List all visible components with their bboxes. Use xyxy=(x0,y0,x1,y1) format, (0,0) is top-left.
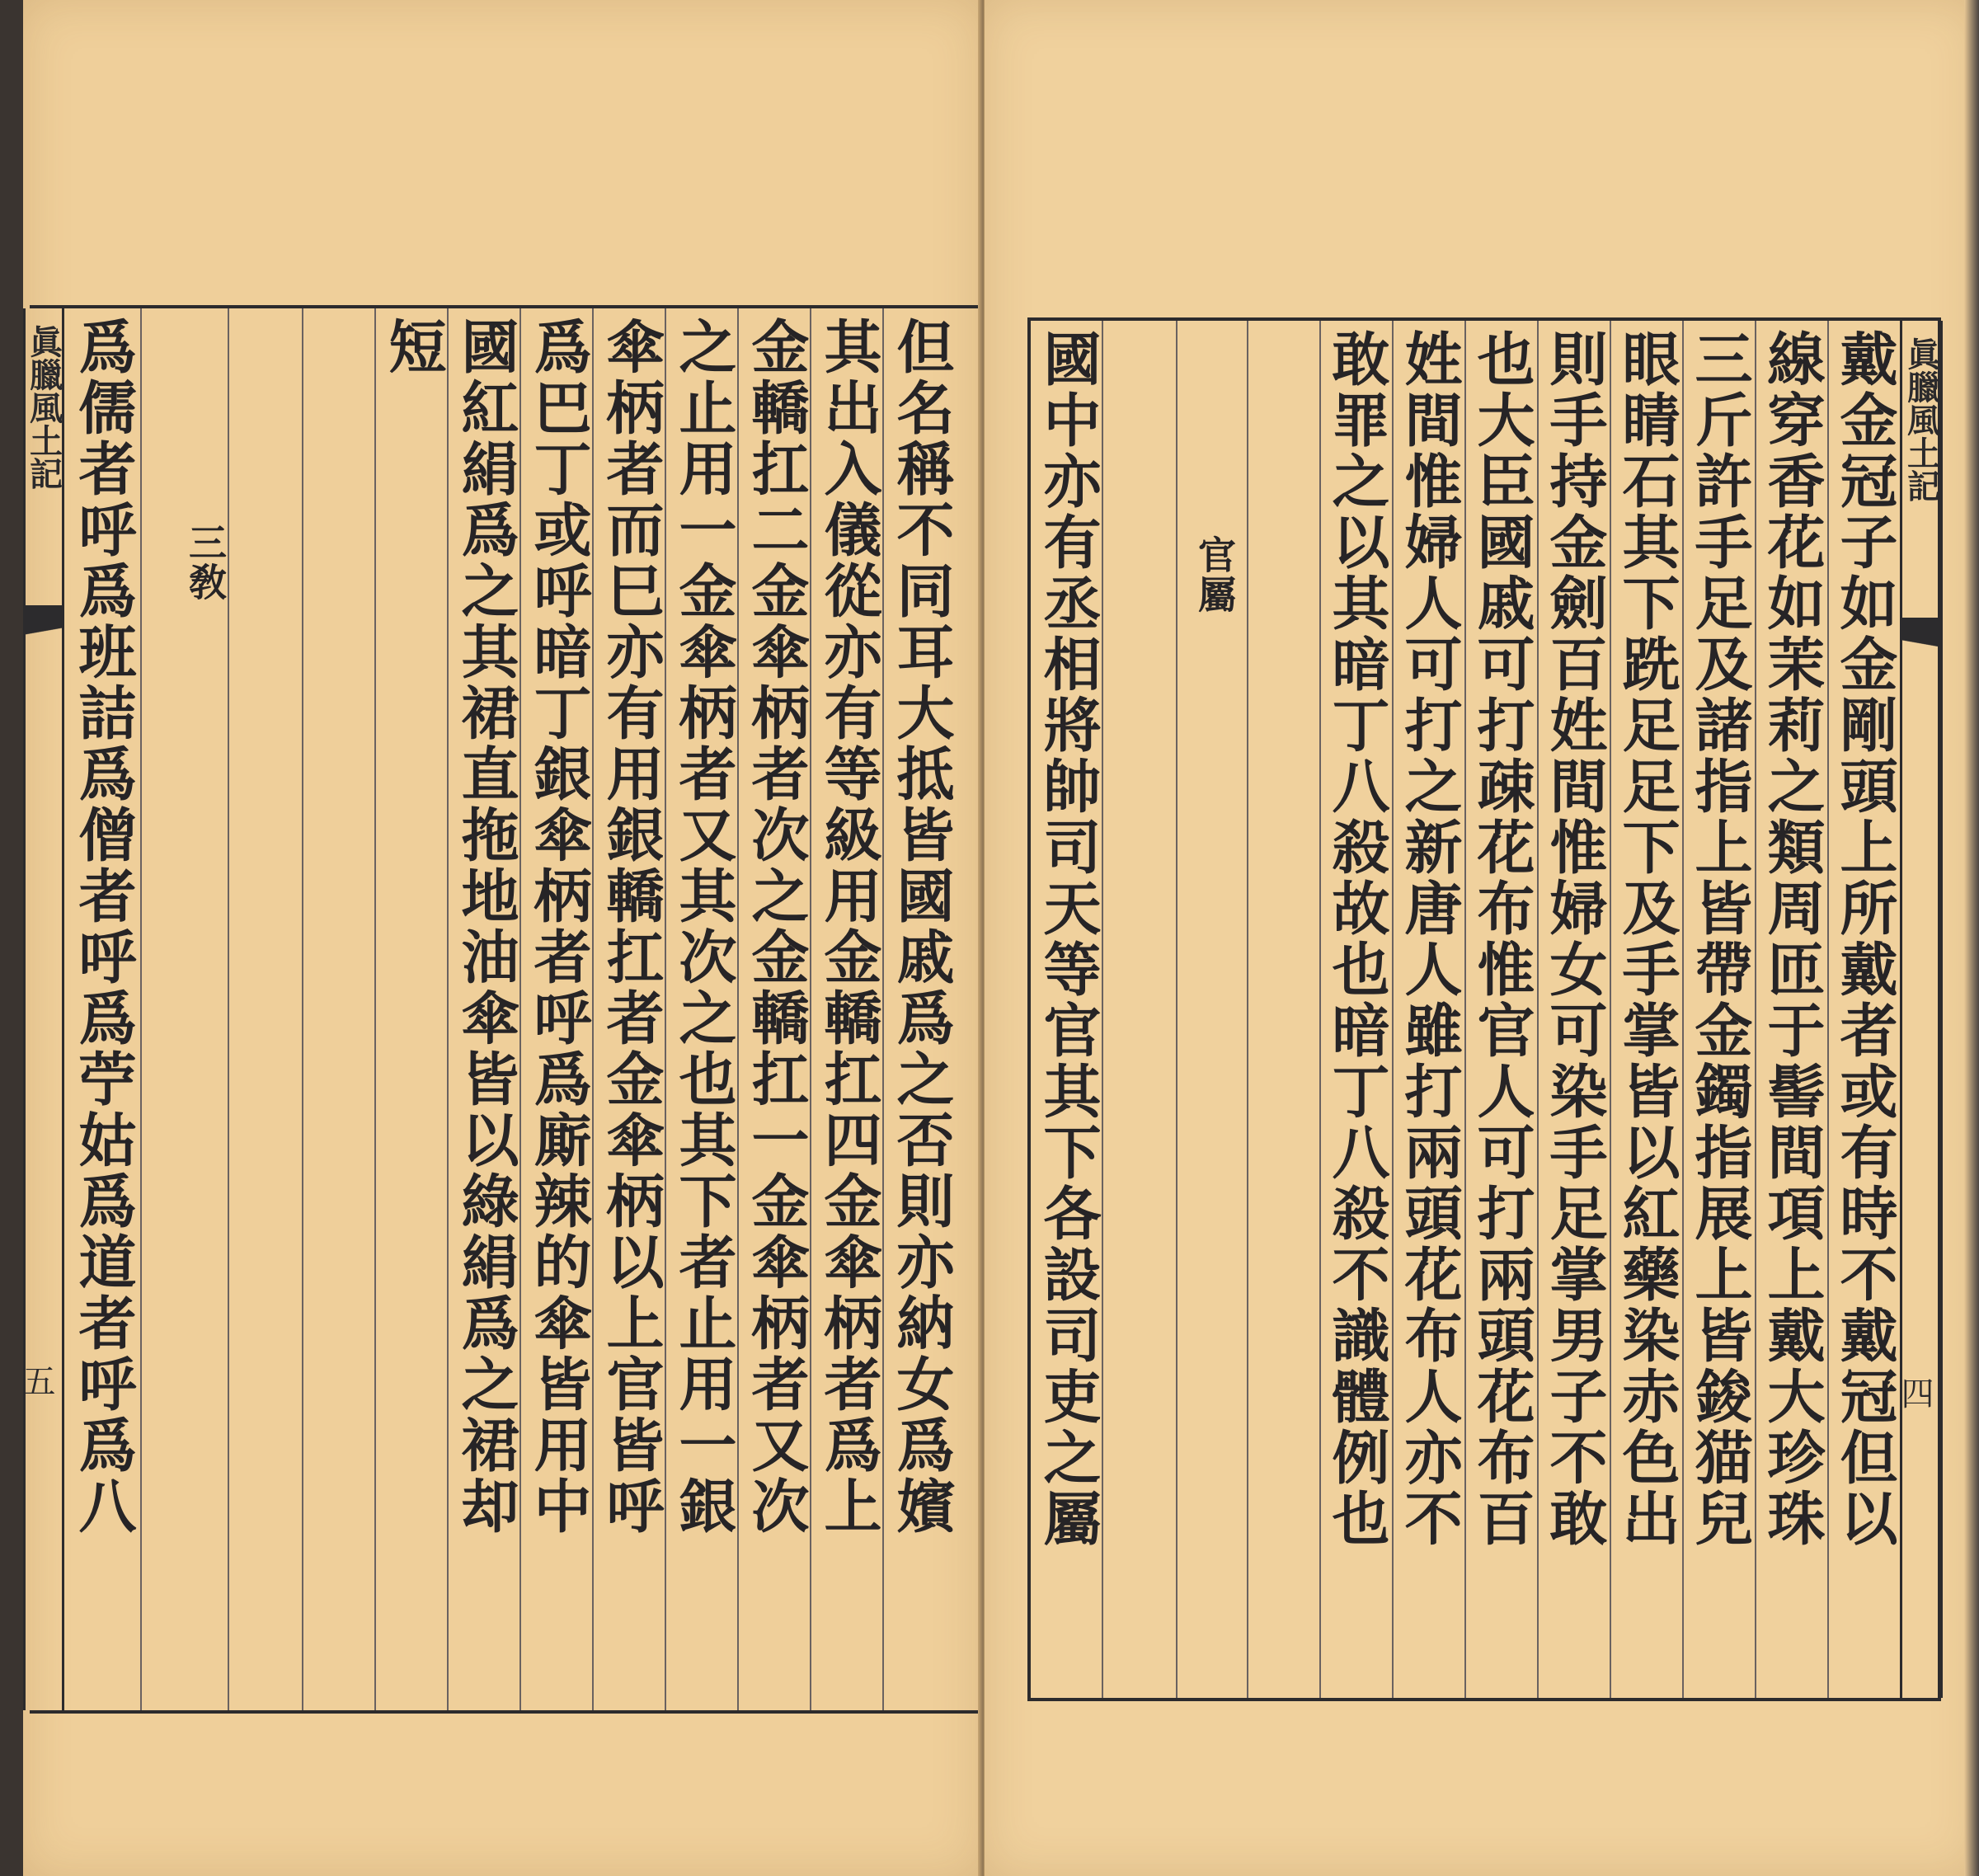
text-column: 也大臣國戚可打疎花布惟官人可打兩頭花布百 xyxy=(1468,329,1536,1549)
column-rule xyxy=(1537,321,1539,1698)
fishtail-mark xyxy=(26,605,62,663)
text-column: 敢罪之以其暗丁八殺故也暗丁八殺不識體例也 xyxy=(1323,329,1391,1549)
column-rule xyxy=(302,308,303,1710)
column-rule xyxy=(374,308,376,1710)
right-leaf-number: 四 xyxy=(1896,1376,1934,1409)
right-banxin xyxy=(1896,321,1943,1698)
text-column: 其出入儀從亦有等級用金轎扛四金傘柄者爲上 xyxy=(815,317,883,1537)
column-rule xyxy=(1610,321,1611,1698)
page-edge xyxy=(1964,0,1979,1876)
text-column: 金轎扛二金傘柄者次之金轎扛一金傘柄者又次 xyxy=(742,317,811,1537)
text-column: 三斤許手足及諸指上皆帶金鐲指展上皆鋑猫兒 xyxy=(1685,329,1754,1549)
text-column: 眼睛石其下跣足足下及手掌皆以紅藥染赤色出 xyxy=(1613,329,1681,1549)
left-page xyxy=(17,0,981,1876)
left-leaf-number: 五 xyxy=(17,1364,55,1397)
text-column: 短 xyxy=(379,317,448,378)
right-banxin-title: 眞臘風土記 xyxy=(1901,337,1941,502)
text-column: 姓間惟婦人可打之新唐人雖打兩頭花布人亦不 xyxy=(1395,329,1464,1549)
column-rule xyxy=(1392,321,1394,1698)
section-heading: 官屬 xyxy=(1192,535,1237,614)
column-rule xyxy=(1247,321,1248,1698)
column-rule xyxy=(228,308,229,1710)
text-column: 國中亦有丞相將帥司天等官其下各設司吏之屬 xyxy=(1034,329,1102,1549)
text-column: 線穿香花如茉莉之類周匝于髻間項上戴大珍珠 xyxy=(1758,329,1826,1549)
text-column: 傘柄者而巳亦有用銀轎扛者金傘柄以上官皆呼 xyxy=(597,317,665,1537)
column-rule xyxy=(1827,321,1829,1698)
column-rule xyxy=(1319,321,1321,1698)
text-column: 則手持金劍百姓間惟婦女可染手足掌男子不敢 xyxy=(1540,329,1609,1549)
fishtail-mark xyxy=(1902,618,1940,675)
text-column: 爲巴丁或呼暗丁銀傘柄者呼爲廝辣的傘皆用中 xyxy=(524,317,593,1537)
text-column: 但名稱不同耳大抵皆國戚爲之否則亦納女爲嬪 xyxy=(887,317,956,1537)
column-rule xyxy=(1755,321,1756,1698)
section-heading: 三敎 xyxy=(183,523,228,602)
left-banxin-title: 眞臘風土記 xyxy=(24,325,63,490)
right-page xyxy=(985,0,1979,1876)
column-rule xyxy=(1464,321,1466,1698)
text-column: 國紅絹爲之其裙直拖地油傘皆以綠絹爲之裙却 xyxy=(452,317,520,1537)
left-banxin xyxy=(17,308,64,1710)
open-book xyxy=(17,0,1979,1876)
column-rule xyxy=(1682,321,1684,1698)
right-page-frame xyxy=(1027,317,1941,1701)
column-rule xyxy=(447,308,449,1710)
text-column: 之止用一金傘柄者又其次之也其下者止用一銀 xyxy=(670,317,738,1537)
column-rule xyxy=(1176,321,1178,1698)
column-rule xyxy=(140,308,142,1710)
text-column: 戴金冠子如金剛頭上所戴者或有時不戴冠但以 xyxy=(1831,329,1899,1549)
text-column: 爲儒者呼爲班詰爲僧者呼爲苧姑爲道者呼爲八 xyxy=(69,317,138,1537)
left-page-frame xyxy=(17,305,981,1714)
